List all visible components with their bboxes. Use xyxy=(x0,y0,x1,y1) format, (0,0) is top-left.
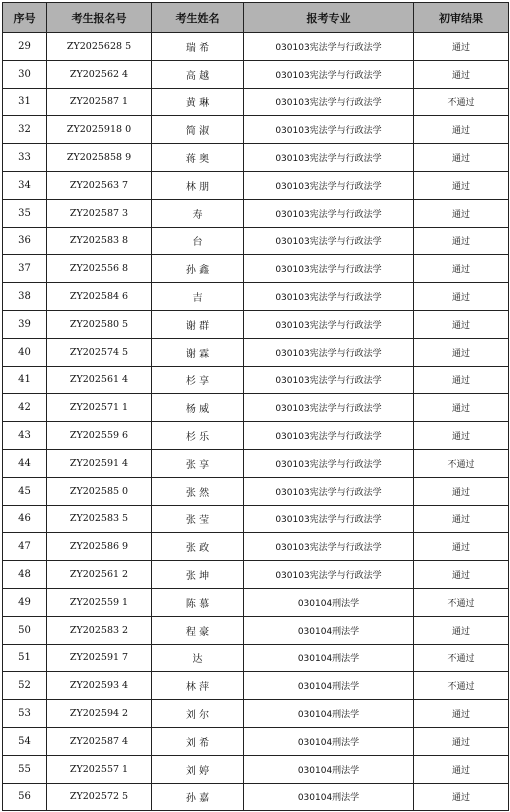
table-row xyxy=(3,533,509,561)
applicant-id-cell: ZY202586 9 xyxy=(47,533,152,561)
applicant-name-cell: 张 然 xyxy=(152,477,244,505)
seq-cell: 30 xyxy=(3,60,47,88)
seq-cell: 35 xyxy=(3,199,47,227)
applicant-id-cell: ZY202587 3 xyxy=(47,199,152,227)
applicant-id-cell: ZY202583 5 xyxy=(47,505,152,533)
header-seq: 序号 xyxy=(3,3,47,33)
seq-cell: 52 xyxy=(3,672,47,700)
applicant-id-cell: ZY202563 7 xyxy=(47,171,152,199)
major-cell: 030103宪法学与行政法学 xyxy=(244,60,414,88)
applicant-name-cell: 杨 威 xyxy=(152,394,244,422)
seq-cell: 46 xyxy=(3,505,47,533)
table-row xyxy=(3,227,509,255)
result-cell: 通过 xyxy=(414,338,509,366)
seq-cell: 38 xyxy=(3,283,47,311)
result-cell: 通过 xyxy=(414,727,509,755)
applicant-name-cell: 台 xyxy=(152,227,244,255)
major-cell: 030104刑法学 xyxy=(244,588,414,616)
seq-cell: 55 xyxy=(3,755,47,783)
major-cell: 030103宪法学与行政法学 xyxy=(244,338,414,366)
major-cell: 030103宪法学与行政法学 xyxy=(244,88,414,116)
table-row xyxy=(3,88,509,116)
table-row xyxy=(3,477,509,505)
result-cell: 通过 xyxy=(414,422,509,450)
seq-cell: 48 xyxy=(3,561,47,589)
major-cell: 030103宪法学与行政法学 xyxy=(244,310,414,338)
major-cell: 030103宪法学与行政法学 xyxy=(244,505,414,533)
seq-cell: 32 xyxy=(3,116,47,144)
applicant-name-cell: 张 莹 xyxy=(152,505,244,533)
applicant-name-cell: 张 政 xyxy=(152,533,244,561)
seq-cell: 43 xyxy=(3,422,47,450)
table-row xyxy=(3,283,509,311)
applicant-id-cell: ZY202557 1 xyxy=(47,755,152,783)
applicant-id-cell: ZY202583 2 xyxy=(47,616,152,644)
table-row xyxy=(3,449,509,477)
major-cell: 030104刑法学 xyxy=(244,644,414,672)
result-cell: 通过 xyxy=(414,783,509,811)
applicant-name-cell: 张 享 xyxy=(152,449,244,477)
applicant-id-cell: ZY202559 1 xyxy=(47,588,152,616)
applicant-name-cell: 蒋 奥 xyxy=(152,144,244,172)
seq-cell: 39 xyxy=(3,310,47,338)
header-result: 初审结果 xyxy=(414,3,509,33)
table-header-row xyxy=(3,3,509,33)
applicant-name-cell: 刘 希 xyxy=(152,727,244,755)
seq-cell: 29 xyxy=(3,33,47,61)
applicant-id-cell: ZY202571 1 xyxy=(47,394,152,422)
applicant-name-cell: 孙 鑫 xyxy=(152,255,244,283)
major-cell: 030103宪法学与行政法学 xyxy=(244,227,414,255)
applicant-name-cell: 谢 群 xyxy=(152,310,244,338)
table-row xyxy=(3,366,509,394)
applicant-name-cell: 达 xyxy=(152,644,244,672)
applicant-id-cell: ZY202561 4 xyxy=(47,366,152,394)
result-cell: 通过 xyxy=(414,116,509,144)
applicant-id-cell: ZY202594 2 xyxy=(47,700,152,728)
seq-cell: 54 xyxy=(3,727,47,755)
major-cell: 030103宪法学与行政法学 xyxy=(244,33,414,61)
seq-cell: 31 xyxy=(3,88,47,116)
result-cell: 通过 xyxy=(414,171,509,199)
result-cell: 不通过 xyxy=(414,588,509,616)
applicant-name-cell: 刘 尔 xyxy=(152,700,244,728)
table-row xyxy=(3,255,509,283)
applicant-name-cell: 刘 婷 xyxy=(152,755,244,783)
major-cell: 030103宪法学与行政法学 xyxy=(244,477,414,505)
applicant-name-cell: 林 萍 xyxy=(152,672,244,700)
major-cell: 030104刑法学 xyxy=(244,727,414,755)
major-cell: 030104刑法学 xyxy=(244,616,414,644)
seq-cell: 49 xyxy=(3,588,47,616)
seq-cell: 51 xyxy=(3,644,47,672)
seq-cell: 50 xyxy=(3,616,47,644)
applicant-name-cell: 程 豪 xyxy=(152,616,244,644)
applicant-id-cell: ZY202591 4 xyxy=(47,449,152,477)
result-cell: 通过 xyxy=(414,394,509,422)
table-row xyxy=(3,338,509,366)
major-cell: 030104刑法学 xyxy=(244,783,414,811)
table-row xyxy=(3,700,509,728)
result-cell: 通过 xyxy=(414,60,509,88)
applicant-id-cell: ZY202556 8 xyxy=(47,255,152,283)
table-row xyxy=(3,755,509,783)
table-body xyxy=(3,33,509,811)
result-cell: 通过 xyxy=(414,755,509,783)
table-row xyxy=(3,60,509,88)
major-cell: 030103宪法学与行政法学 xyxy=(244,422,414,450)
major-cell: 030103宪法学与行政法学 xyxy=(244,449,414,477)
result-cell: 通过 xyxy=(414,477,509,505)
major-cell: 030104刑法学 xyxy=(244,672,414,700)
seq-cell: 40 xyxy=(3,338,47,366)
seq-cell: 42 xyxy=(3,394,47,422)
table-row xyxy=(3,505,509,533)
result-cell: 通过 xyxy=(414,505,509,533)
seq-cell: 45 xyxy=(3,477,47,505)
major-cell: 030103宪法学与行政法学 xyxy=(244,199,414,227)
major-cell: 030103宪法学与行政法学 xyxy=(244,561,414,589)
table-row xyxy=(3,144,509,172)
applicant-id-cell: ZY202585 0 xyxy=(47,477,152,505)
applicant-name-cell: 谢 霖 xyxy=(152,338,244,366)
seq-cell: 34 xyxy=(3,171,47,199)
result-cell: 通过 xyxy=(414,561,509,589)
table-row xyxy=(3,727,509,755)
table-row xyxy=(3,33,509,61)
table-row xyxy=(3,644,509,672)
applicant-id-cell: ZY202574 5 xyxy=(47,338,152,366)
result-cell: 通过 xyxy=(414,227,509,255)
table-row xyxy=(3,310,509,338)
applicant-name-cell: 杉 乐 xyxy=(152,422,244,450)
applicant-name-cell: 杉 享 xyxy=(152,366,244,394)
applicant-id-cell: ZY202561 2 xyxy=(47,561,152,589)
table-row xyxy=(3,116,509,144)
major-cell: 030103宪法学与行政法学 xyxy=(244,171,414,199)
table-row xyxy=(3,171,509,199)
table-row xyxy=(3,783,509,811)
applicant-id-cell: ZY202593 4 xyxy=(47,672,152,700)
header-major: 报考专业 xyxy=(244,3,414,33)
header-applicant-name: 考生姓名 xyxy=(152,3,244,33)
applicant-id-cell: ZY2025918 0 xyxy=(47,116,152,144)
major-cell: 030103宪法学与行政法学 xyxy=(244,144,414,172)
applicant-id-cell: ZY202583 8 xyxy=(47,227,152,255)
applicant-id-cell: ZY202580 5 xyxy=(47,310,152,338)
applicant-name-cell: 瑞 希 xyxy=(152,33,244,61)
seq-cell: 36 xyxy=(3,227,47,255)
result-cell: 通过 xyxy=(414,199,509,227)
seq-cell: 56 xyxy=(3,783,47,811)
header-applicant-id: 考生报名号 xyxy=(47,3,152,33)
result-cell: 通过 xyxy=(414,616,509,644)
major-cell: 030104刑法学 xyxy=(244,755,414,783)
review-results-table xyxy=(2,2,509,811)
table-row xyxy=(3,672,509,700)
applicant-name-cell: 张 坤 xyxy=(152,561,244,589)
applicant-id-cell: ZY202591 7 xyxy=(47,644,152,672)
table-row xyxy=(3,588,509,616)
table-row xyxy=(3,199,509,227)
applicant-id-cell: ZY202587 1 xyxy=(47,88,152,116)
applicant-name-cell: 林 朋 xyxy=(152,171,244,199)
applicant-id-cell: ZY202559 6 xyxy=(47,422,152,450)
applicant-id-cell: ZY202562 4 xyxy=(47,60,152,88)
result-cell: 通过 xyxy=(414,283,509,311)
result-cell: 不通过 xyxy=(414,672,509,700)
result-cell: 通过 xyxy=(414,255,509,283)
result-cell: 通过 xyxy=(414,144,509,172)
applicant-id-cell: ZY2025858 9 xyxy=(47,144,152,172)
applicant-name-cell: 黄 琳 xyxy=(152,88,244,116)
applicant-name-cell: 寿 xyxy=(152,199,244,227)
major-cell: 030103宪法学与行政法学 xyxy=(244,394,414,422)
major-cell: 030103宪法学与行政法学 xyxy=(244,116,414,144)
result-cell: 不通过 xyxy=(414,449,509,477)
table-row xyxy=(3,616,509,644)
applicant-name-cell: 陈 慕 xyxy=(152,588,244,616)
table-row xyxy=(3,561,509,589)
applicant-id-cell: ZY2025628 5 xyxy=(47,33,152,61)
result-cell: 不通过 xyxy=(414,644,509,672)
seq-cell: 53 xyxy=(3,700,47,728)
result-cell: 不通过 xyxy=(414,88,509,116)
applicant-name-cell: 吉 xyxy=(152,283,244,311)
applicant-name-cell: 孙 嘉 xyxy=(152,783,244,811)
applicant-id-cell: ZY202572 5 xyxy=(47,783,152,811)
table-row xyxy=(3,394,509,422)
result-cell: 通过 xyxy=(414,33,509,61)
table-row xyxy=(3,422,509,450)
seq-cell: 41 xyxy=(3,366,47,394)
applicant-id-cell: ZY202584 6 xyxy=(47,283,152,311)
result-cell: 通过 xyxy=(414,310,509,338)
major-cell: 030103宪法学与行政法学 xyxy=(244,283,414,311)
applicant-name-cell: 高 越 xyxy=(152,60,244,88)
major-cell: 030103宪法学与行政法学 xyxy=(244,533,414,561)
result-cell: 通过 xyxy=(414,366,509,394)
seq-cell: 37 xyxy=(3,255,47,283)
applicant-name-cell: 简 淑 xyxy=(152,116,244,144)
major-cell: 030103宪法学与行政法学 xyxy=(244,366,414,394)
result-cell: 通过 xyxy=(414,533,509,561)
seq-cell: 47 xyxy=(3,533,47,561)
seq-cell: 33 xyxy=(3,144,47,172)
major-cell: 030104刑法学 xyxy=(244,700,414,728)
result-cell: 通过 xyxy=(414,700,509,728)
applicant-id-cell: ZY202587 4 xyxy=(47,727,152,755)
major-cell: 030103宪法学与行政法学 xyxy=(244,255,414,283)
seq-cell: 44 xyxy=(3,449,47,477)
